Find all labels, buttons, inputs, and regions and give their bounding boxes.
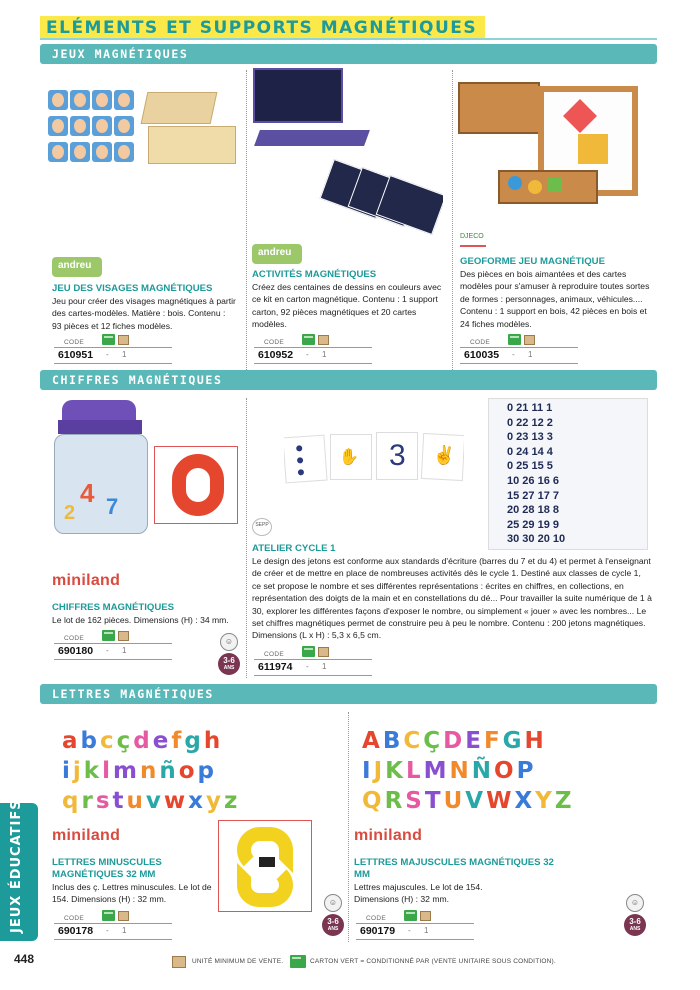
code-label: CODE: [64, 339, 84, 346]
magnetic-letter: p: [197, 758, 217, 784]
brand-logo-miniland: miniland: [354, 827, 423, 844]
box-icon: [318, 335, 329, 345]
brand-logo-sepp: SEPP: [252, 518, 272, 536]
magnetic-letter: t: [112, 788, 127, 814]
product-qty: 1: [122, 350, 127, 359]
column-divider: [246, 398, 247, 678]
product-image-chiffres: 4 7 2: [50, 398, 242, 538]
product-code: 690179: [360, 925, 396, 937]
green-carton-icon: [102, 630, 115, 641]
letter-row: [62, 756, 338, 786]
green-carton-icon: [404, 910, 417, 921]
magnetic-letter: S: [405, 788, 425, 814]
magnetic-letter: Ç: [423, 728, 444, 754]
number-grid-row: 20 28 18 8: [507, 504, 559, 517]
product-description: Inclus des ç. Lettres minuscules. Le lot de 154. Dimensions (H) : 32 mm.: [52, 882, 212, 905]
magnetic-letter: D: [443, 728, 466, 754]
brand-logo-andreu: andreu: [252, 244, 302, 264]
letter-row: [62, 786, 338, 816]
product-qty: 1: [322, 662, 327, 671]
magnetic-letter: m: [112, 758, 140, 784]
product-image-grille: [488, 398, 648, 550]
product-title: LETTRES MAJUSCULES MAGNÉTIQUES 32 MM: [354, 857, 554, 880]
column-divider: [246, 70, 247, 370]
column-divider: [348, 712, 349, 942]
number-grid-row: 30 30 20 10: [507, 533, 566, 546]
legend-unit: UNITÉ MINIMUM DE VENTE.: [192, 958, 284, 965]
magnetic-letter: s: [95, 788, 113, 814]
product-title: CHIFFRES MAGNÉTIQUES: [52, 602, 175, 613]
magnetic-letter: y: [205, 788, 224, 814]
code-block: CODE 610035 - 1: [460, 334, 578, 366]
number-grid-row: 0 23 13 3: [507, 431, 553, 444]
number-card: 3: [389, 439, 406, 472]
product-qty: 1: [122, 926, 127, 935]
magnetic-letter: w: [163, 788, 189, 814]
code-block: CODE 611974 - 1: [254, 646, 372, 678]
product-code: 611974: [258, 661, 293, 673]
product-image-geoforme: [458, 80, 653, 235]
brand-logo-miniland: miniland: [52, 827, 121, 844]
age-logo-icon: ☺: [626, 894, 644, 912]
product-title: GEOFORME JEU MAGNÉTIQUE: [460, 256, 605, 267]
magnetic-letter: A: [362, 728, 383, 754]
product-image-lettre-s: [218, 820, 312, 912]
magnetic-letter: u: [126, 788, 146, 814]
green-carton-icon: [302, 646, 315, 657]
product-image-minuscules: [62, 726, 338, 816]
product-description: Créez des centaines de dessins en couleurs avec ce kit en carton magnétique. Contenu : 1 support carton, 92 pièces magnétiques et 20 cartes modèles.: [252, 282, 442, 330]
magnetic-letter: N: [449, 758, 472, 784]
product-title: LETTRES MINUSCULES MAGNÉTIQUES 32 MM: [52, 857, 162, 880]
box-icon: [318, 647, 329, 657]
magnetic-letter: ç: [116, 728, 134, 754]
magnetic-letter: R: [384, 788, 406, 814]
column-divider: [452, 70, 453, 370]
magnetic-letter: v: [145, 788, 164, 814]
number-grid-row: 0 21 11 1: [507, 402, 553, 414]
magnetic-letter: I: [362, 758, 374, 784]
legend-green: CARTON VERT = CONDITIONNÉ PAR (VENTE UNITAIRE SOUS CONDITION).: [310, 958, 556, 965]
number-grid-row: 10 26 16 6: [507, 474, 559, 487]
magnetic-letter: B: [382, 728, 404, 754]
age-logo-icon: ☺: [324, 894, 342, 912]
magnetic-letter: ñ: [159, 758, 179, 784]
green-carton-icon: [290, 955, 306, 968]
product-qty: 1: [424, 926, 429, 935]
magnetic-letter: Q: [362, 788, 385, 814]
product-title: JEU DES VISAGES MAGNÉTIQUES: [52, 283, 213, 294]
brand-logo-andreu: andreu: [52, 257, 102, 277]
product-description: Des pièces en bois aimantées et des cartes modèles pour s'amuser à reproduire toutes sortes de formes : personnages, animaux, véhicules.... Contenu : 1 support en bois, 42 pièces en bois et 24 fiches modèles.: [460, 269, 650, 329]
page-number: 448: [14, 952, 35, 966]
magnetic-letter: x: [188, 788, 206, 814]
number-grid-row: 0 25 15 5: [507, 460, 553, 473]
product-image-majuscules: [362, 726, 652, 816]
number-grid-row: 15 27 17 7: [507, 489, 559, 502]
magnetic-letter: q: [62, 788, 82, 814]
box-icon: [118, 631, 129, 641]
side-tab-label: JEUX ÉDUCATIFS: [9, 799, 24, 933]
product-description: Le design des jetons est conforme aux standards d'écriture (barres du 7 et du 4) et permet à l'enseignant de créer et de mettre en place de nombreuses activités dès le cycle 1. Destiné aux classes de cycle 1, ce set propose le nombre et ses différentes représentations : écrites en chiffres, en collections, en représentation des doigts de la main et en constellations du dé... Pour travailler la suite numérique de 1 à 30, explorer les différentes façons d'exposer le nombre, ou simplement « jouer » avec les nombres... Le set chiffres magnétiques permet de construire peu à peu le nombre. Contenu : 200 jetons magnétiques. Dimensions (L x H) : 5,3 x 6,5 cm.: [252, 556, 652, 641]
magnetic-letter: C: [403, 728, 424, 754]
magnetic-letter: T: [424, 788, 444, 814]
product-description: Jeu pour créer des visages magnétiques à partir des cartes-modèles. Matière : bois. Contenu : 93 pièces et 12 fiches modèles.: [52, 296, 236, 331]
product-image-visages: [48, 86, 238, 166]
product-code: 610951: [58, 349, 94, 361]
magnetic-letter: G: [502, 728, 525, 754]
magnetic-letter: X: [514, 788, 536, 814]
magnetic-letter: h: [203, 728, 224, 754]
magnetic-letter: e: [152, 728, 172, 754]
product-code: 610035: [464, 349, 500, 361]
box-icon: [524, 335, 535, 345]
magnetic-letter: k: [83, 758, 103, 784]
product-image-activites: [253, 68, 443, 238]
box-icon: [118, 335, 129, 345]
letter-row: [362, 756, 652, 786]
magnetic-letter: r: [81, 788, 96, 814]
number-grid-row: 0 24 14 4: [507, 445, 553, 458]
magnetic-letter: n: [139, 758, 160, 784]
magnetic-letter: H: [524, 728, 547, 754]
magnetic-letter: l: [102, 758, 113, 784]
code-block: CODE 610952 - 1: [254, 334, 372, 366]
product-image-cartes: ✋ 3 ✌: [284, 432, 464, 484]
product-qty: 1: [122, 646, 127, 655]
box-icon: [420, 911, 431, 921]
code-block: CODE 690178 - 1: [54, 910, 172, 942]
number-grid-row: 25 29 19 9: [507, 518, 559, 531]
magnetic-letter: J: [373, 758, 386, 784]
number-grid-row: 0 22 12 2: [507, 416, 553, 429]
letter-row: [362, 726, 652, 756]
letter-row: [362, 786, 652, 816]
section-bar-jeux: JEUX MAGNÉTIQUES: [40, 44, 657, 64]
code-block: CODE 690180 - 1: [54, 630, 172, 662]
code-block: CODE 610951 - 1: [54, 334, 172, 366]
section-bar-lettres: LETTRES MAGNÉTIQUES: [40, 684, 657, 704]
magnetic-letter: a: [62, 728, 81, 754]
green-carton-icon: [508, 334, 521, 345]
product-code: 690180: [58, 645, 94, 657]
magnetic-letter: g: [184, 728, 204, 754]
age-badge: 3-6 ANS: [322, 914, 344, 936]
magnetic-letter: V: [465, 788, 487, 814]
product-description: Lettres majuscules. Le lot de 154. Dimensions (H) : 32 mm.: [354, 882, 483, 905]
magnetic-letter: z: [223, 788, 241, 814]
magnetic-letter: U: [443, 788, 466, 814]
product-code: 690178: [58, 925, 94, 937]
green-carton-icon: [302, 334, 315, 345]
green-carton-icon: [102, 910, 115, 921]
magnetic-letter: Ñ: [471, 758, 494, 784]
box-icon: [172, 956, 186, 968]
product-qty: 1: [528, 350, 533, 359]
magnetic-letter: d: [133, 728, 153, 754]
magnetic-letter: b: [80, 728, 100, 754]
product-code: 610952: [258, 349, 294, 361]
magnetic-letter: Z: [554, 788, 575, 814]
magnetic-letter: E: [465, 728, 484, 754]
title-rule: [40, 38, 657, 40]
magnetic-letter: j: [72, 758, 84, 784]
green-carton-icon: [102, 334, 115, 345]
section-bar-chiffres: CHIFFRES MAGNÉTIQUES: [40, 370, 657, 390]
magnetic-letter: Y: [535, 788, 555, 814]
magnetic-letter: c: [100, 728, 117, 754]
product-title: ATELIER CYCLE 1: [252, 543, 336, 554]
magnetic-letter: P: [516, 758, 537, 784]
magnetic-letter: F: [483, 728, 503, 754]
product-qty: 1: [322, 350, 327, 359]
age-badge: 3-6 ANS: [218, 653, 240, 675]
magnetic-letter: f: [171, 728, 185, 754]
magnetic-letter: O: [494, 758, 517, 784]
magnetic-letter: M: [423, 758, 450, 784]
magnetic-letter: i: [62, 758, 73, 784]
code-block: CODE 690179 - 1: [356, 910, 474, 942]
magnetic-letter: L: [405, 758, 424, 784]
age-logo-icon: ☺: [220, 633, 238, 651]
age-badge: 3-6 ANS: [624, 914, 646, 936]
page-title: ELÉMENTS ET SUPPORTS MAGNÉTIQUES: [40, 16, 485, 40]
box-icon: [118, 911, 129, 921]
brand-logo-miniland: miniland: [52, 572, 121, 589]
brand-logo-djeco: DJECO: [460, 233, 486, 247]
magnetic-letter: K: [385, 758, 406, 784]
product-description: Le lot de 162 pièces. Dimensions (H) : 34 mm.: [52, 615, 229, 625]
letter-row: [62, 726, 338, 756]
magnetic-letter: o: [178, 758, 198, 784]
product-title: ACTIVITÉS MAGNÉTIQUES: [252, 269, 377, 280]
magnetic-letter: W: [486, 788, 515, 814]
